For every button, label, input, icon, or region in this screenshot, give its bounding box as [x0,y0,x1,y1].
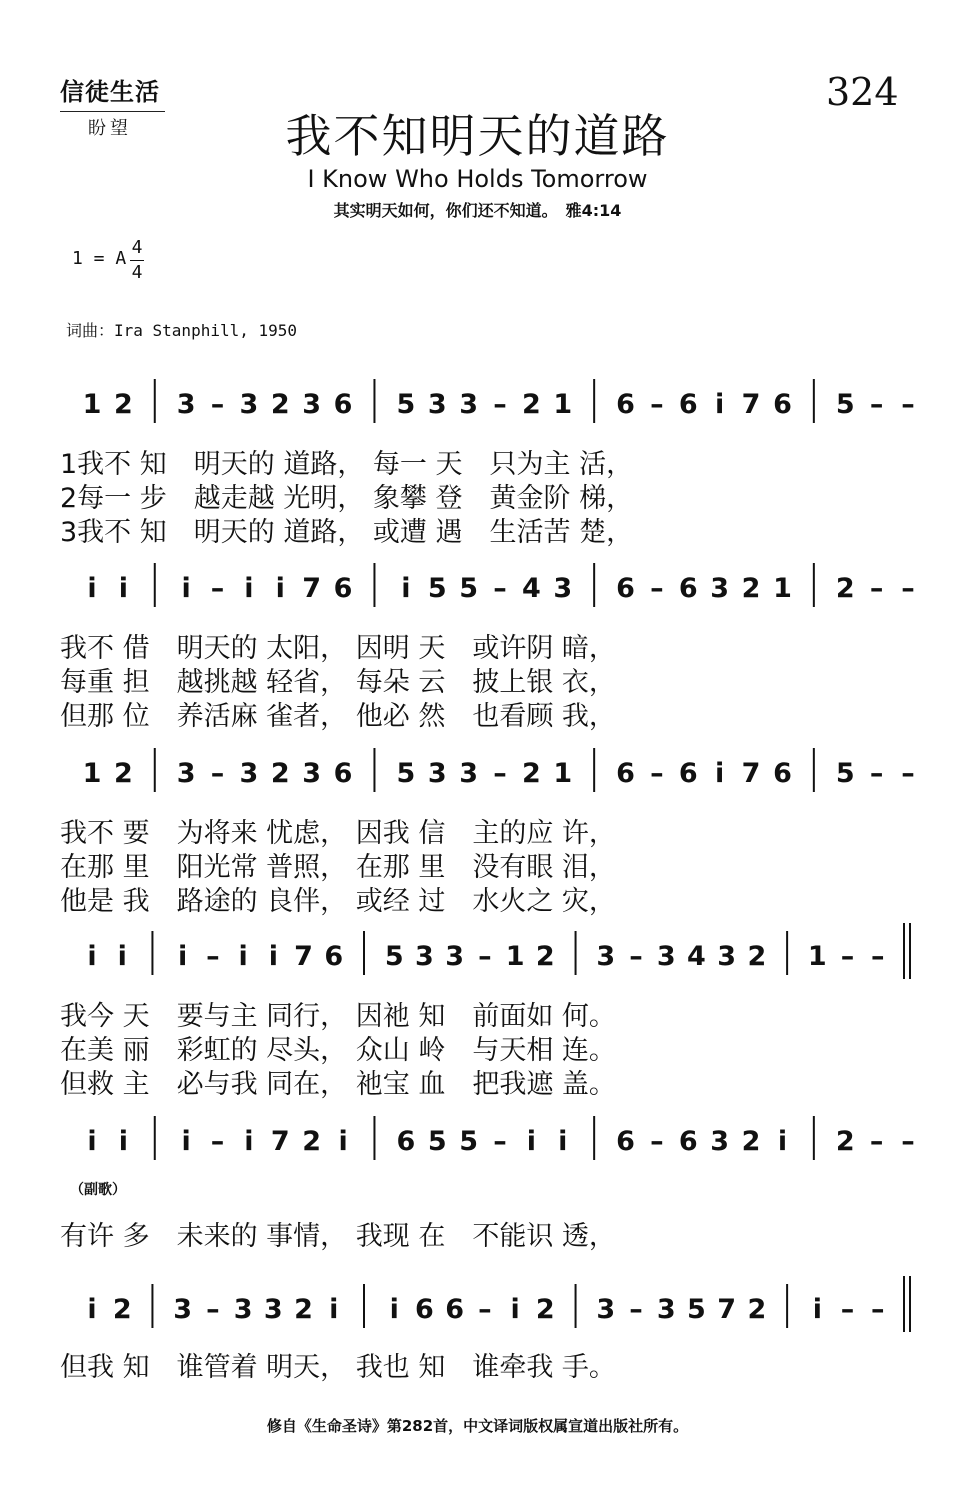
note: – [650,573,664,604]
note: i [812,1294,822,1325]
lyric-line: 有许 多 未来的 事情， 我现 在 不能识 透， [60,1221,616,1252]
lyric-line: 在那 里 阳光常 普照， 在那 里 没有眼 泪， [60,852,616,883]
note: – [493,573,507,604]
note: 6 [678,1126,698,1157]
note: i [275,573,285,604]
note: 1 [773,573,792,604]
scripture-verse: 其实明天如何，你们还不知道。 雅4:14 [333,201,622,220]
english-title: I Know Who Holds Tomorrow [307,165,648,193]
note: 5 [459,573,479,604]
note: 5 [835,758,855,789]
note: 6 [396,1126,416,1157]
note: – [210,758,225,789]
note: i [329,1294,339,1325]
note: 3 [239,758,259,789]
lyric-line: 2每一 步 越走越 光明， 象攀 登 黄金阶 梯， [60,483,634,514]
note: 6 [333,389,353,420]
note: i [117,941,127,972]
note: – [650,1126,664,1157]
note: i [715,758,725,789]
note: i [181,1126,191,1157]
note: 1 [82,758,102,789]
note: – [901,389,915,420]
note: – [901,573,915,604]
note: 4 [521,573,541,604]
note: 3 [239,389,259,420]
note: 3 [656,941,676,972]
note: – [210,573,225,604]
note: – [650,758,664,789]
note: 6 [678,573,698,604]
note: – [206,1294,220,1325]
note: 2 [270,758,290,789]
note: – [871,941,885,972]
lyric-line: 1我不 知 明天的 道路， 每一 天 只为主 活， [60,449,634,480]
note: 2 [747,941,767,972]
note: 3 [176,758,196,789]
credits: 词曲：Ira Stanphill, 1950 [66,321,298,340]
note: 1 [82,389,102,420]
note: 1 [553,389,573,420]
note: i [338,1126,348,1157]
lyric-line: 我今 天 要与主 同行， 因祂 知 前面如 何。 [60,1001,616,1032]
note: – [901,1126,915,1157]
note: i [118,1126,129,1157]
note: i [238,941,248,972]
note: i [777,1126,788,1157]
note: 6 [324,941,344,972]
note: 6 [616,573,635,604]
note: 7 [741,758,761,789]
note: i [244,1126,254,1157]
note: 6 [773,389,792,420]
note: – [840,941,855,972]
subcategory-label: 盼望 [88,118,132,139]
note: 3 [459,758,479,789]
note: 3 [233,1294,253,1325]
note: i [510,1294,520,1325]
note: 3 [596,1294,616,1325]
note: 3 [415,941,434,972]
note: 2 [747,1294,767,1325]
note: 2 [535,941,555,972]
note: 6 [333,758,353,789]
lyric-line: 我不 借 明天的 太阳， 因明 天 或许阴 暗， [60,633,616,664]
note: 6 [678,758,698,789]
note: 3 [710,573,730,604]
page-title: 我不知明天的道路 [285,109,670,163]
note: 4 [687,941,706,972]
note: – [629,1294,643,1325]
note: i [118,573,129,604]
note: 7 [717,1294,737,1325]
note: – [210,1126,225,1157]
note: 6 [445,1294,465,1325]
note: 3 [176,389,196,420]
note: 3 [302,758,322,789]
note: i [526,1126,537,1157]
note: 7 [270,1126,290,1157]
note: 1 [807,941,827,972]
note: i [268,941,278,972]
note: i [389,1294,399,1325]
note: 6 [773,758,792,789]
note: i [715,389,725,420]
section-label: （副歌） [70,1182,126,1198]
note: 3 [302,389,322,420]
time-bottom: 4 [131,262,143,283]
note: 3 [656,1294,676,1325]
note: 2 [113,758,133,789]
note: 5 [396,758,416,789]
note: 2 [302,1126,322,1157]
key-signature: 1 = A [72,248,127,269]
note: – [869,389,884,420]
note: 6 [616,758,635,789]
note: 6 [678,389,698,420]
note: 3 [445,941,465,972]
note: 3 [427,389,447,420]
note: 3 [459,389,479,420]
note: 2 [535,1294,555,1325]
note: – [210,389,225,420]
note: – [629,941,643,972]
note: 3 [173,1294,193,1325]
note: 5 [396,389,416,420]
note: 6 [333,573,353,604]
note: 6 [616,1126,635,1157]
note: – [478,941,492,972]
note: 7 [294,941,313,972]
lyric-line: 但那 位 养活麻 雀者， 他必 然 也看顾 我， [60,701,616,732]
footer-note: 修自《生命圣诗》第282首，中文译词版权属宣道出版社所有。 [266,1417,689,1435]
lyric-line: 但我 知 谁管着 明天， 我也 知 谁牵我 手。 [60,1352,616,1383]
note: 2 [270,389,290,420]
note: 5 [427,1126,447,1157]
note: 2 [741,573,761,604]
note: 3 [596,941,616,972]
note: 5 [427,573,447,604]
note: 6 [415,1294,434,1325]
note: – [840,1294,855,1325]
note: – [871,1294,885,1325]
note: 2 [521,758,541,789]
lyric-line: 但救 主 必与我 同在， 祂宝 血 把我遮 盖。 [60,1069,616,1100]
note: – [869,758,884,789]
lyric-line: 他是 我 路途的 良伴， 或经 过 水火之 灾， [60,886,616,917]
note: 5 [459,1126,479,1157]
note: i [87,941,97,972]
note: i [87,1126,97,1157]
note: 2 [741,1126,761,1157]
note: – [901,758,915,789]
note: 2 [521,389,541,420]
note: i [178,941,188,972]
note: i [558,1126,568,1157]
category-label: 信徒生活 [60,72,165,112]
note: 2 [113,389,133,420]
lyric-line: 在美 丽 彩虹的 尽头， 众山 岭 与天相 连。 [60,1035,616,1066]
note: 7 [302,573,322,604]
note: – [478,1294,492,1325]
note: – [869,573,884,604]
note: 6 [616,389,635,420]
note: 5 [835,389,855,420]
note: i [87,1294,97,1325]
note: 3 [263,1294,283,1325]
note: i [181,573,191,604]
note: 2 [835,573,855,604]
note: i [401,573,411,604]
lyric-line: 3我不 知 明天的 道路， 或遭 遇 生活苦 楚， [60,517,634,548]
note: 2 [112,1294,132,1325]
note: 3 [553,573,573,604]
time-top: 4 [130,236,144,261]
note: 3 [427,758,447,789]
note: 7 [741,389,761,420]
note: 3 [717,941,737,972]
note: 5 [687,1294,706,1325]
note: – [493,758,507,789]
hymn-number: 324 [826,70,899,114]
note: 5 [384,941,404,972]
note: 2 [835,1126,855,1157]
note: – [650,389,664,420]
lyric-line: 每重 担 越挑越 轻省， 每朵 云 披上银 衣， [60,667,616,698]
note: – [206,941,220,972]
note: 1 [553,758,573,789]
lyric-line: 我不 要 为将来 忧虑， 因我 信 主的应 许， [60,818,616,849]
note: – [493,389,507,420]
note: 2 [294,1294,313,1325]
note: i [87,573,97,604]
note: – [493,1126,507,1157]
note: i [244,573,254,604]
note: 1 [505,941,525,972]
note: 3 [710,1126,730,1157]
note: – [869,1126,884,1157]
